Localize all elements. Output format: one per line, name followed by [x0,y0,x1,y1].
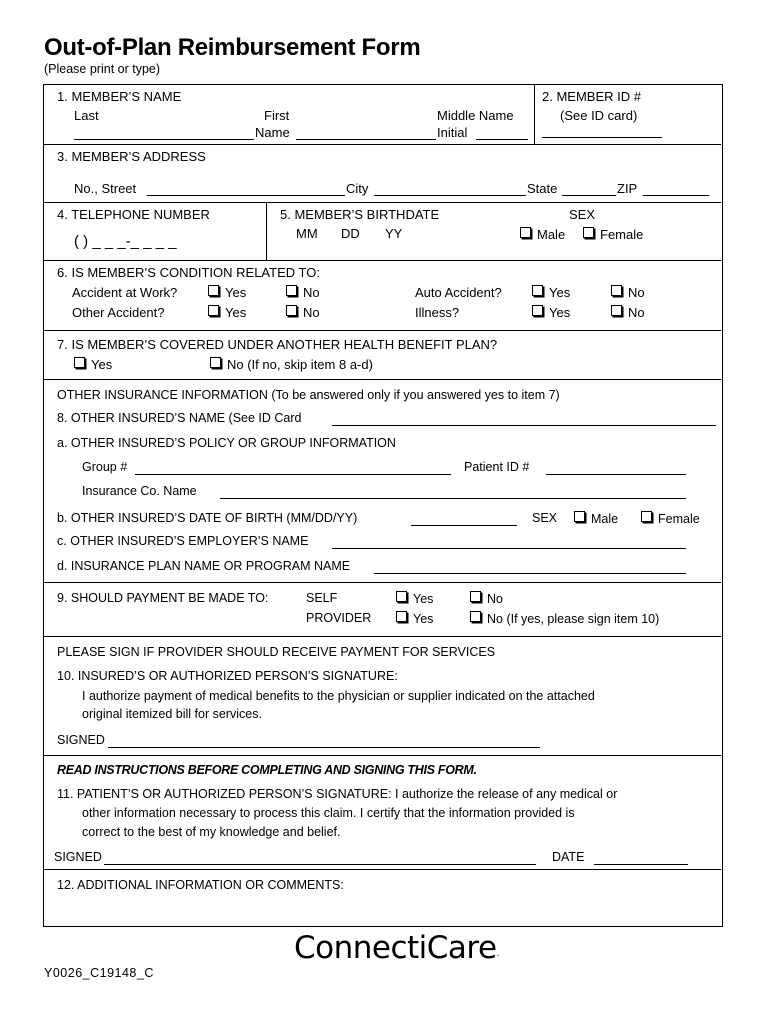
divider [44,144,721,145]
other-dob-label: b. OTHER INSURED’S DATE OF BIRTH (MM/DD/YY) [57,511,358,525]
reimbursement-form [43,84,723,927]
city-label: City [346,181,369,196]
form-subtitle: (Please print or type) [44,62,161,76]
provider-no-checkbox[interactable] [470,611,659,626]
work-yes-checkbox[interactable] [208,285,246,300]
plan-yes-checkbox[interactable] [74,357,112,372]
last-name-field[interactable] [74,139,254,140]
checkbox-icon [208,285,219,296]
state-label: State [527,181,558,196]
form-title: Out-of-Plan Reimbursement Form [44,34,421,61]
divider [44,636,721,637]
checkbox-icon [611,285,622,296]
illness-yes-checkbox[interactable] [532,305,570,320]
provider-label: PROVIDER [306,611,372,625]
other-insurance-intro: OTHER INSURANCE INFORMATION (To be answered only if you answered yes to item 7) [57,388,560,402]
signed-label: SIGNED [54,850,102,864]
state-field[interactable] [562,195,616,196]
checkbox-icon [286,285,297,296]
other-accident-label: Other Accident? [72,305,165,320]
self-yes-checkbox[interactable] [396,591,433,606]
no-label: No [628,285,645,300]
insurance-co-field[interactable] [220,498,686,499]
group-field[interactable] [135,474,451,475]
male-checkbox[interactable] [520,227,565,242]
divider [44,260,721,261]
plan-name-label: d. INSURANCE PLAN NAME OR PROGRAM NAME [57,559,351,573]
payment-label: 9. SHOULD PAYMENT BE MADE TO: [57,591,269,605]
checkbox-icon [583,227,594,238]
checkbox-icon [74,357,85,368]
logo-mark: . [496,949,499,959]
no-label: No [303,285,320,300]
street-label: No., Street [74,181,137,196]
signed-label: SIGNED [57,733,105,747]
telephone-field[interactable]: ( ) _ _ _-_ _ _ _ [74,233,177,250]
female-label: Female [658,512,700,526]
yy-label: YY [385,226,403,241]
checkbox-icon [208,305,219,316]
auto-accident-label: Auto Accident? [415,285,502,300]
member-id-label: 2. MEMBER ID # [542,89,641,104]
male-label: Male [537,227,566,242]
city-field[interactable] [374,195,526,196]
employer-label: c. OTHER INSURED’S EMPLOYER’S NAME [57,534,309,548]
comments-field[interactable] [57,897,707,923]
yes-label: Yes [413,592,434,606]
illness-no-checkbox[interactable] [611,305,645,320]
checkbox-icon [532,285,543,296]
telephone-label: 4. TELEPHONE NUMBER [57,207,210,222]
checkbox-icon [520,227,531,238]
divider [44,582,721,583]
member-id-note: (See ID card) [560,108,638,123]
first-name-field[interactable] [296,139,436,140]
auto-no-checkbox[interactable] [611,285,645,300]
employer-field[interactable] [332,548,686,549]
last-label: Last [74,108,99,123]
insurance-co-label: Insurance Co. Name [82,484,197,498]
sex-label: SEX [569,207,596,222]
other-yes-checkbox[interactable] [208,305,246,320]
checkbox-icon [396,611,407,622]
male-label: Male [591,512,619,526]
illness-label: Illness? [415,305,460,320]
mm-label: MM [296,226,318,241]
birthdate-label: 5. MEMBER’S BIRTHDATE [280,207,440,222]
auto-yes-checkbox[interactable] [532,285,570,300]
other-insured-name-label: 8. OTHER INSURED’S NAME (See ID Card [57,411,302,425]
yes-label: Yes [225,285,247,300]
divider [44,869,721,870]
policy-info-label: a. OTHER INSURED’S POLICY OR GROUP INFORMATION [57,436,396,450]
middle-initial-field[interactable] [476,139,528,140]
yes-label: Yes [549,305,571,320]
street-field[interactable] [147,195,345,196]
first-label: First [264,108,290,123]
checkbox-icon [286,305,297,316]
insured-signature-label: 10. INSURED’S OR AUTHORIZED PERSON’S SIGNATURE: [57,669,398,683]
no-label: No [628,305,645,320]
group-label: Group # [82,460,128,474]
other-plan-label: 7. IS MEMBER’S COVERED UNDER ANOTHER HEALTH BENEFIT PLAN? [57,337,498,352]
female-checkbox[interactable] [583,227,643,242]
divider [266,202,267,260]
checkbox-icon [470,611,481,622]
patient-signature-text: correct to the best of my knowledge and belief. [82,825,341,839]
plan-name-field[interactable] [374,573,686,574]
work-no-checkbox[interactable] [286,285,320,300]
date-label: DATE [552,850,585,864]
other-no-checkbox[interactable] [286,305,320,320]
checkbox-icon [574,511,585,522]
divider [44,379,721,380]
zip-field[interactable] [643,195,709,196]
divider [44,755,721,756]
name-label: Name [255,125,290,140]
no-label: No [487,592,503,606]
divider [44,202,721,203]
yes-label: Yes [413,612,434,626]
zip-label: ZIP [617,181,638,196]
yes-label: Yes [549,285,571,300]
member-address-label: 3. MEMBER’S ADDRESS [57,149,206,164]
other-sex-label: SEX [532,511,558,525]
other-insured-name-field[interactable] [332,425,716,426]
plan-no-checkbox[interactable] [210,357,373,372]
dd-label: DD [341,226,360,241]
female-label: Female [600,227,644,242]
accident-work-label: Accident at Work? [72,285,178,300]
other-female-checkbox[interactable] [641,511,700,526]
no-label: No [303,305,320,320]
logo-text: ConnectiCare [294,930,497,966]
checkbox-icon [470,591,481,602]
patient-signature-text: 11. PATIENT’S OR AUTHORIZED PERSON’S SIGNATURE: I authorize the release of any medical or [57,787,618,801]
checkbox-icon [210,357,221,368]
provider-yes-checkbox[interactable] [396,611,433,626]
patient-signature-field[interactable] [104,864,536,865]
checkbox-icon [396,591,407,602]
provider-sign-intro: PLEASE SIGN IF PROVIDER SHOULD RECEIVE PAYMENT FOR SERVICES [57,645,496,659]
checkbox-icon [641,511,652,522]
middle-name-label: Middle Name [437,108,514,123]
member-name-label: 1. MEMBER’S NAME [57,89,182,104]
condition-label: 6. IS MEMBER’S CONDITION RELATED TO: [57,265,320,280]
member-id-field[interactable] [542,137,662,138]
divider [534,85,535,144]
checkbox-icon [611,305,622,316]
authorization-text: original itemized bill for services. [82,707,262,721]
date-field[interactable] [594,864,688,865]
patient-signature-text: other information necessary to process this claim. I certify that the information provided is [82,806,575,820]
self-label: SELF [306,591,338,605]
instructions-notice: READ INSTRUCTIONS BEFORE COMPLETING AND SIGNING THIS FORM. [57,763,477,777]
checkbox-icon [532,305,543,316]
yes-label: Yes [91,357,113,372]
no-label: No (If yes, please sign item 10) [487,612,660,626]
authorization-text: I authorize payment of medical benefits to the physician or supplier indicated on the attached [82,689,595,703]
patient-id-label: Patient ID # [464,460,530,474]
no-label: No (If no, skip item 8 a-d) [227,357,373,372]
other-male-checkbox[interactable] [574,511,618,526]
divider [44,330,721,331]
connecticare-logo [294,930,499,966]
other-dob-field[interactable] [411,525,517,526]
form-code: Y0026_C19148_C [44,966,154,980]
insured-signature-field[interactable] [108,747,540,748]
comments-label: 12. ADDITIONAL INFORMATION OR COMMENTS: [57,878,344,892]
patient-id-field[interactable] [546,474,686,475]
yes-label: Yes [225,305,247,320]
self-no-checkbox[interactable] [470,591,503,606]
initial-label: Initial [437,125,468,140]
